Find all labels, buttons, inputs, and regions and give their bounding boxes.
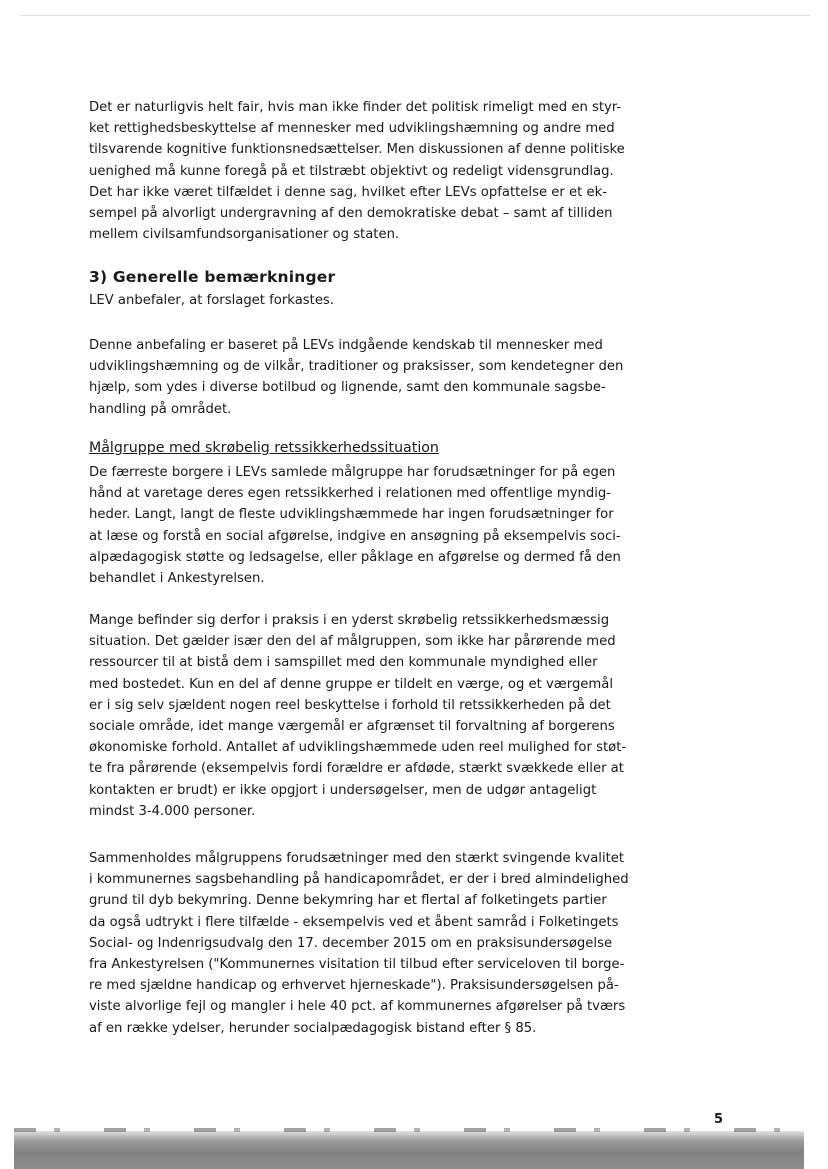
paragraph-fragile-situation: [89, 610, 749, 822]
text-line: viste alvorlige fejl og mangler i hele 40 pct. af kommunernes afgørelser på tværs: [89, 999, 626, 1015]
text-line: sempel på alvorligt undergravning af den demokratiske debat – samt af tilliden: [89, 205, 613, 221]
text-line: re med sjældne handicap og erhvervet hjerneskade"). Praksisundersøgelsen på-: [89, 978, 619, 994]
text-line: økonomiske forhold. Antallet af udviklingshæmmede uden reel mulighed for støt-: [89, 740, 627, 756]
paragraph-basis: [89, 335, 749, 420]
text-line: alpædagogisk støtte og ledsagelse, eller påklage en afgørelse og dermed få den: [89, 549, 621, 565]
text-line: tilsvarende kognitive funktionsnedsættelser. Men diskussionen af denne politiske: [89, 142, 625, 158]
paragraph-target-group: [89, 462, 749, 589]
text-line: fra Ankestyrelsen ("Kommunernes visitation til tilbud efter serviceloven til borge-: [89, 956, 625, 972]
text-line: med bostedet. Kun en del af denne gruppe er tildelt en værge, og et værgemål: [89, 676, 614, 692]
text-line: udviklingshæmning og de vilkår, traditioner og praksisser, som kendetegner den: [89, 359, 624, 375]
paragraph-case-handling: [89, 848, 749, 1039]
text-line: da også udtrykt i flere tilfælde - eksempelvis ved et åbent samråd i Folketingets: [89, 914, 619, 930]
text-line: Sammenholdes målgruppens forudsætninger med den stærkt svingende kvalitet: [89, 851, 625, 866]
section-heading: 3) Generelle bemærkninger: [89, 268, 336, 286]
text-line: behandlet i Ankestyrelsen.: [89, 570, 265, 586]
text-line: uenighed må kunne foregå på et tilstræbt objektivt og redeligt vidensgrundlag.: [89, 163, 614, 179]
text-line: hjælp, som ydes i diverse botilbud og lignende, samt den kommunale sagsbe-: [89, 380, 606, 396]
text-line: Denne anbefaling er baseret på LEVs indgående kendskab til mennesker med: [89, 338, 603, 353]
text-line: Det har ikke været tilfældet i denne sag, hvilket efter LEVs opfattelse er et ek-: [89, 184, 607, 200]
text-line: Mange befinder sig derfor i praksis i en yderst skrøbelig retssikkerhedsmæssig: [89, 613, 610, 628]
text-line: handling på området.: [89, 401, 232, 417]
page-number: 5: [714, 1112, 724, 1127]
text-line: te fra pårørende (eksempelvis fordi forældre er afdøde, stærkt svækkede eller at: [89, 761, 624, 777]
text-line: mindst 3-4.000 personer.: [89, 803, 256, 819]
text-line: hånd at varetage deres egen retssikkerhed i relationen med offentlige myndig-: [89, 486, 612, 502]
text-line: heder. Langt, langt de fleste udviklingshæmmede har ingen forudsætninger for: [89, 507, 614, 523]
text-line: kontakten er brudt) er ikke opgjort i undersøgelser, men de udgør antageligt: [89, 782, 597, 798]
text-line: er i sig selv sjældent nogen reel beskyttelse i forhold til retssikkerheden på det: [89, 697, 611, 713]
text-line: af en række ydelser, herunder socialpædagogisk bistand efter § 85.: [89, 1020, 537, 1036]
scan-footer-band: [14, 1131, 804, 1169]
text-line: at læse og forstå en social afgørelse, indgive en ansøgning på eksempelvis soci-: [89, 528, 621, 544]
subheading-target-group: Målgruppe med skrøbelig retssikkerhedssituation: [89, 440, 439, 456]
text-line: situation. Det gælder især den del af målgruppen, som ikke har pårørende med: [89, 634, 616, 650]
paragraph-rights-debate: [89, 97, 749, 245]
text-line: De færreste borgere i LEVs samlede målgruppe har forudsætninger for på egen: [89, 465, 616, 480]
text-line: mellem civilsamfundsorganisationer og staten.: [89, 227, 400, 243]
text-line: Social- og Indenrigsudvalg den 17. december 2015 om en praksisundersøgelse: [89, 935, 613, 951]
text-line: grund til dyb bekymring. Denne bekymring har et flertal af folketingets partier: [89, 893, 607, 909]
text-line: LEV anbefaler, at forslaget forkastes.: [89, 293, 334, 308]
text-line: i kommunernes sagsbehandling på handicapområdet, er der i bred almindelighed: [89, 872, 629, 888]
text-line: Det er naturligvis helt fair, hvis man ikke finder det politisk rimeligt med en styr-: [89, 100, 622, 115]
text-line: sociale område, idet mange værgemål er afgrænset til forvaltning af borgerens: [89, 718, 615, 734]
paragraph-recommendation: [89, 290, 749, 311]
header-rule: [20, 15, 810, 16]
text-line: ressourcer til at bistå dem i samspillet med den kommunale myndighed eller: [89, 655, 598, 671]
text-line: ket rettighedsbeskyttelse af mennesker med udviklingshæmning og andre med: [89, 121, 615, 137]
